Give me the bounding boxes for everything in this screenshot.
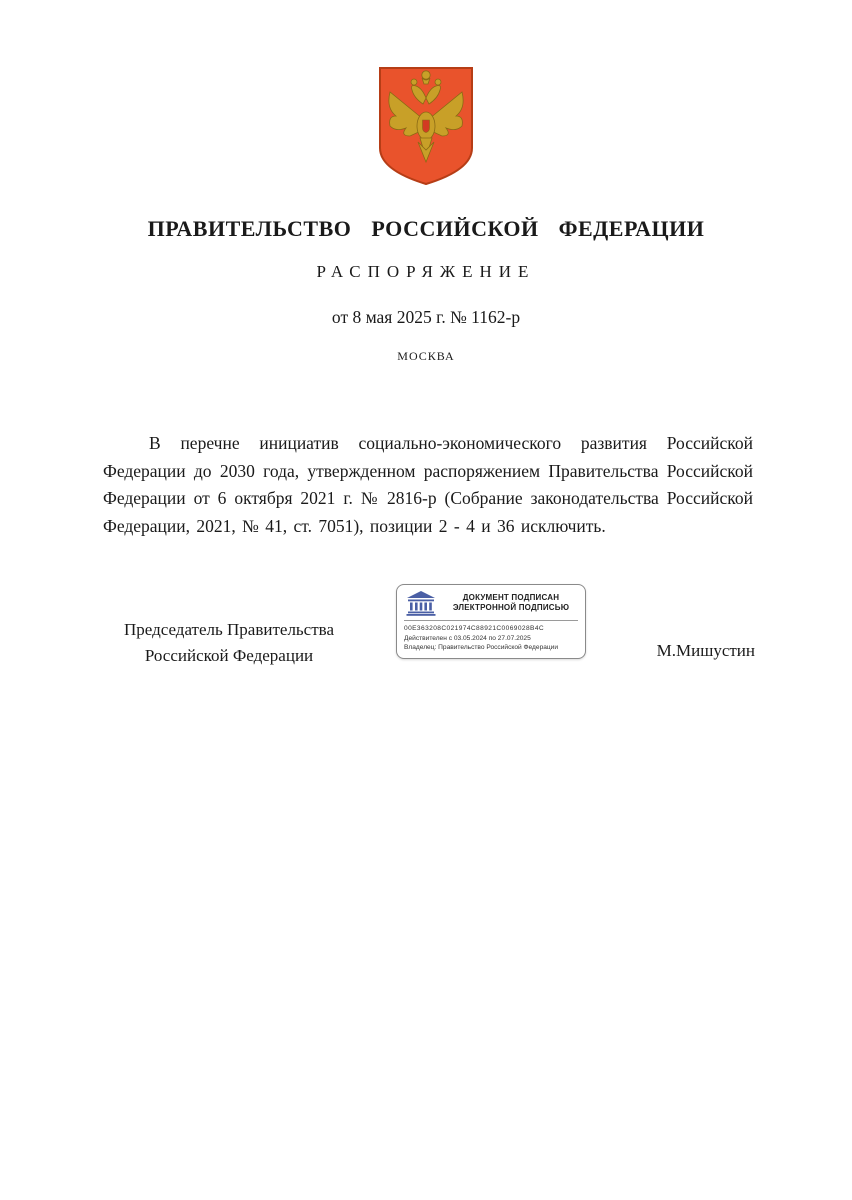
stamp-header: [404, 590, 578, 621]
stamp-title: [444, 593, 578, 613]
decree-body-text: В перечне инициатив социально-экономического развития Российской Федерации до 2030 года, утвержденном распоряжением Правительства Российской Федерации от 6 октября 2021 г. № 2816-р (Собрание законодательства Российской Федерации, 2021, № 41, ст. 7051), позиции 2 - 4 и 36 исключить.: [103, 433, 753, 536]
stamp-certificate-number: 00E363208C021974C88921C0069028B4C: [404, 625, 545, 632]
stamp-validity: Действителен с 03.05.2024 по 27.07.2025: [404, 634, 531, 642]
document-type: РАСПОРЯЖЕНИЕ: [316, 262, 536, 281]
stamp-owner: Владелец: Правительство Российской Федерации: [404, 644, 559, 652]
date-and-number: от 8 мая 2025 г. № 1162-р: [331, 307, 521, 327]
stamp-title-line2: ЭЛЕКТРОННОЙ ПОДПИСЬЮ: [452, 603, 570, 612]
city-label: МОСКВА: [397, 349, 455, 363]
stamp-title-line1: ДОКУМЕНТ ПОДПИСАН: [462, 593, 560, 602]
signer-name: М.Мишустин: [656, 641, 755, 660]
signer-position: [103, 617, 355, 669]
russia-coat-of-arms-icon: [376, 62, 476, 190]
signer-position-line1: Председатель Правительства: [123, 620, 335, 639]
government-title: ПРАВИТЕЛЬСТВО РОССИЙСКОЙ ФЕДЕРАЦИИ: [147, 216, 705, 241]
stamp-details: [404, 621, 578, 653]
electronic-signature-stamp: [396, 584, 586, 659]
signer-position-line2: Российской Федерации: [144, 646, 314, 665]
government-building-icon: [404, 590, 438, 616]
